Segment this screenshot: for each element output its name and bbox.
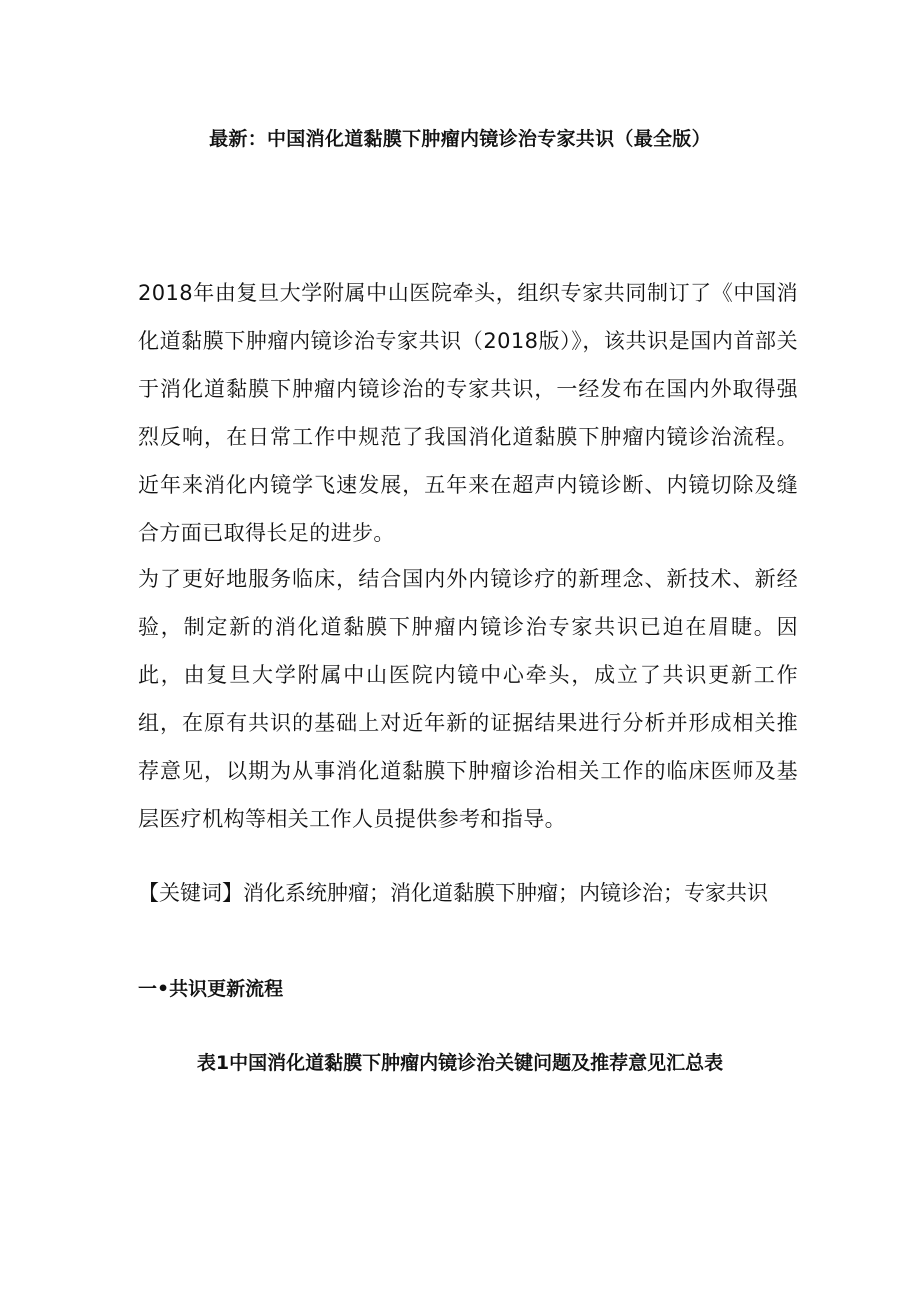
table-caption: 表1中国消化道黏膜下肿瘤内镜诊治关键问题及推荐意见汇总表 [196, 1052, 724, 1074]
keywords-line: 【关键词】消化系统肿瘤；消化道黏膜下肿瘤；内镜诊治；专家共识 [138, 881, 768, 905]
paragraph-purpose: 为了更好地服务临床，结合国内外内镜诊疗的新理念、新技术、新经验，制定新的消化道黏膜下肿瘤内镜诊治专家共识已迫在眉睫。因此，由复旦大学附属中山医院内镜中心牵头，成立了共识更新工作组，在原有共识的基础上对近年新的证据结果进行分析并形成相关推荐意见，以期为从事消化道黏膜下肿瘤诊治相关工作的临床医师及基层医疗机构等相关工作人员提供参考和指导。 [138, 567, 798, 831]
section-heading: 一•共识更新流程 [138, 978, 284, 1000]
paragraph-background: 2018年由复旦大学附属中山医院牵头，组织专家共同制订了《中国消化道黏膜下肿瘤内镜诊治专家共识（2018版）》，该共识是国内首部关于消化道黏膜下肿瘤内镜诊治的专家共识，一经发布在国内外取得强烈反响，在日常工作中规范了我国消化道黏膜下肿瘤内镜诊治流程。近年来消化内镜学飞速发展，五年来在超声内镜诊断、内镜切除及缝合方面已取得长足的进步。 [138, 281, 798, 545]
document-title: 最新：中国消化道黏膜下肿瘤内镜诊治专家共识（最全版） [209, 128, 711, 150]
